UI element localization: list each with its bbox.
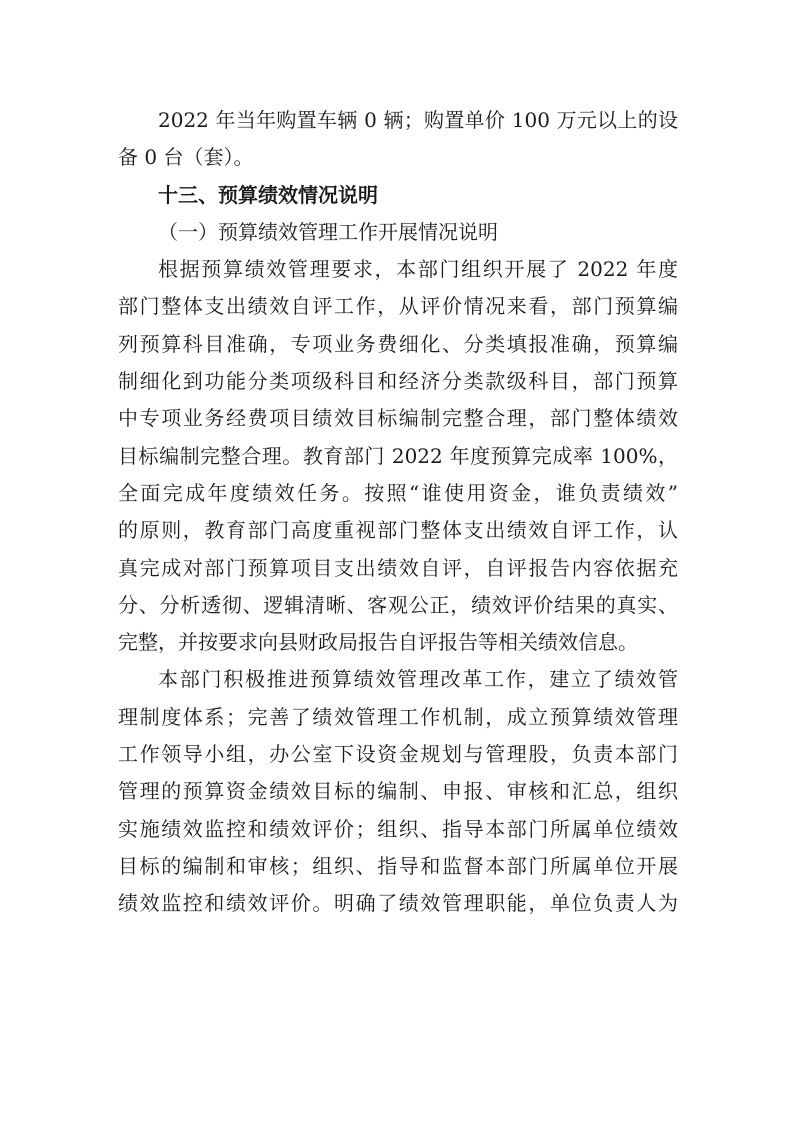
- paragraph-line: 2022 年当年购置车辆 0 辆；购置单价 100 万元以上的设: [158, 108, 678, 132]
- paragraph-line: 绩效监控和绩效评价。明确了绩效管理职能，单位负责人为: [118, 891, 678, 916]
- paragraph-line: 目标编制完整合理。教育部门 2022 年度预算完成率 100%，: [118, 443, 678, 468]
- paragraph-line: 的原则，教育部门高度重视部门整体支出绩效自评工作，认: [118, 518, 678, 543]
- paragraph-line: 完整，并按要求向县财政局报告自评报告等相关绩效信息。: [118, 630, 638, 655]
- paragraph-line: 根据预算绩效管理要求，本部门组织开展了 2022 年度: [158, 257, 678, 282]
- paragraph-line: 目标的编制和审核；组织、指导和监督本部门所属单位开展: [118, 853, 678, 878]
- paragraph-line: 真完成对部门预算项目支出绩效自评，自评报告内容依据充: [118, 555, 678, 580]
- section-heading: 十三、预算绩效情况说明: [158, 182, 378, 207]
- subsection-heading: （一）预算绩效管理工作开展情况说明: [158, 219, 498, 244]
- paragraph-line: 理制度体系；完善了绩效管理工作机制，成立预算绩效管理: [118, 704, 678, 729]
- paragraph-line: 中专项业务经费项目绩效目标编制完整合理，部门整体绩效: [118, 406, 678, 431]
- paragraph-line: 列预算科目准确，专项业务费细化、分类填报准确，预算编: [118, 331, 678, 356]
- document-body: [118, 102, 678, 923]
- paragraph-line: 备 0 台（套）。: [118, 145, 254, 170]
- paragraph-line: 工作领导小组，办公室下设资金规划与管理股，负责本部门: [118, 742, 678, 767]
- paragraph-line: 管理的预算资金绩效目标的编制、申报、审核和汇总，组织: [118, 779, 678, 804]
- paragraph-line: 部门整体支出绩效自评工作，从评价情况来看，部门预算编: [118, 294, 678, 319]
- paragraph-line: 本部门积极推进预算绩效管理改革工作，建立了绩效管: [158, 667, 678, 692]
- paragraph-line: 实施绩效监控和绩效评价；组织、指导本部门所属单位绩效: [118, 816, 678, 841]
- paragraph-line: 制细化到功能分类项级科目和经济分类款级科目，部门预算: [118, 369, 678, 394]
- paragraph-line: 分、分析透彻、逻辑清晰、客观公正，绩效评价结果的真实、: [118, 592, 678, 617]
- paragraph-line: 全面完成年度绩效任务。按照“谁使用资金，谁负责绩效”: [118, 480, 678, 505]
